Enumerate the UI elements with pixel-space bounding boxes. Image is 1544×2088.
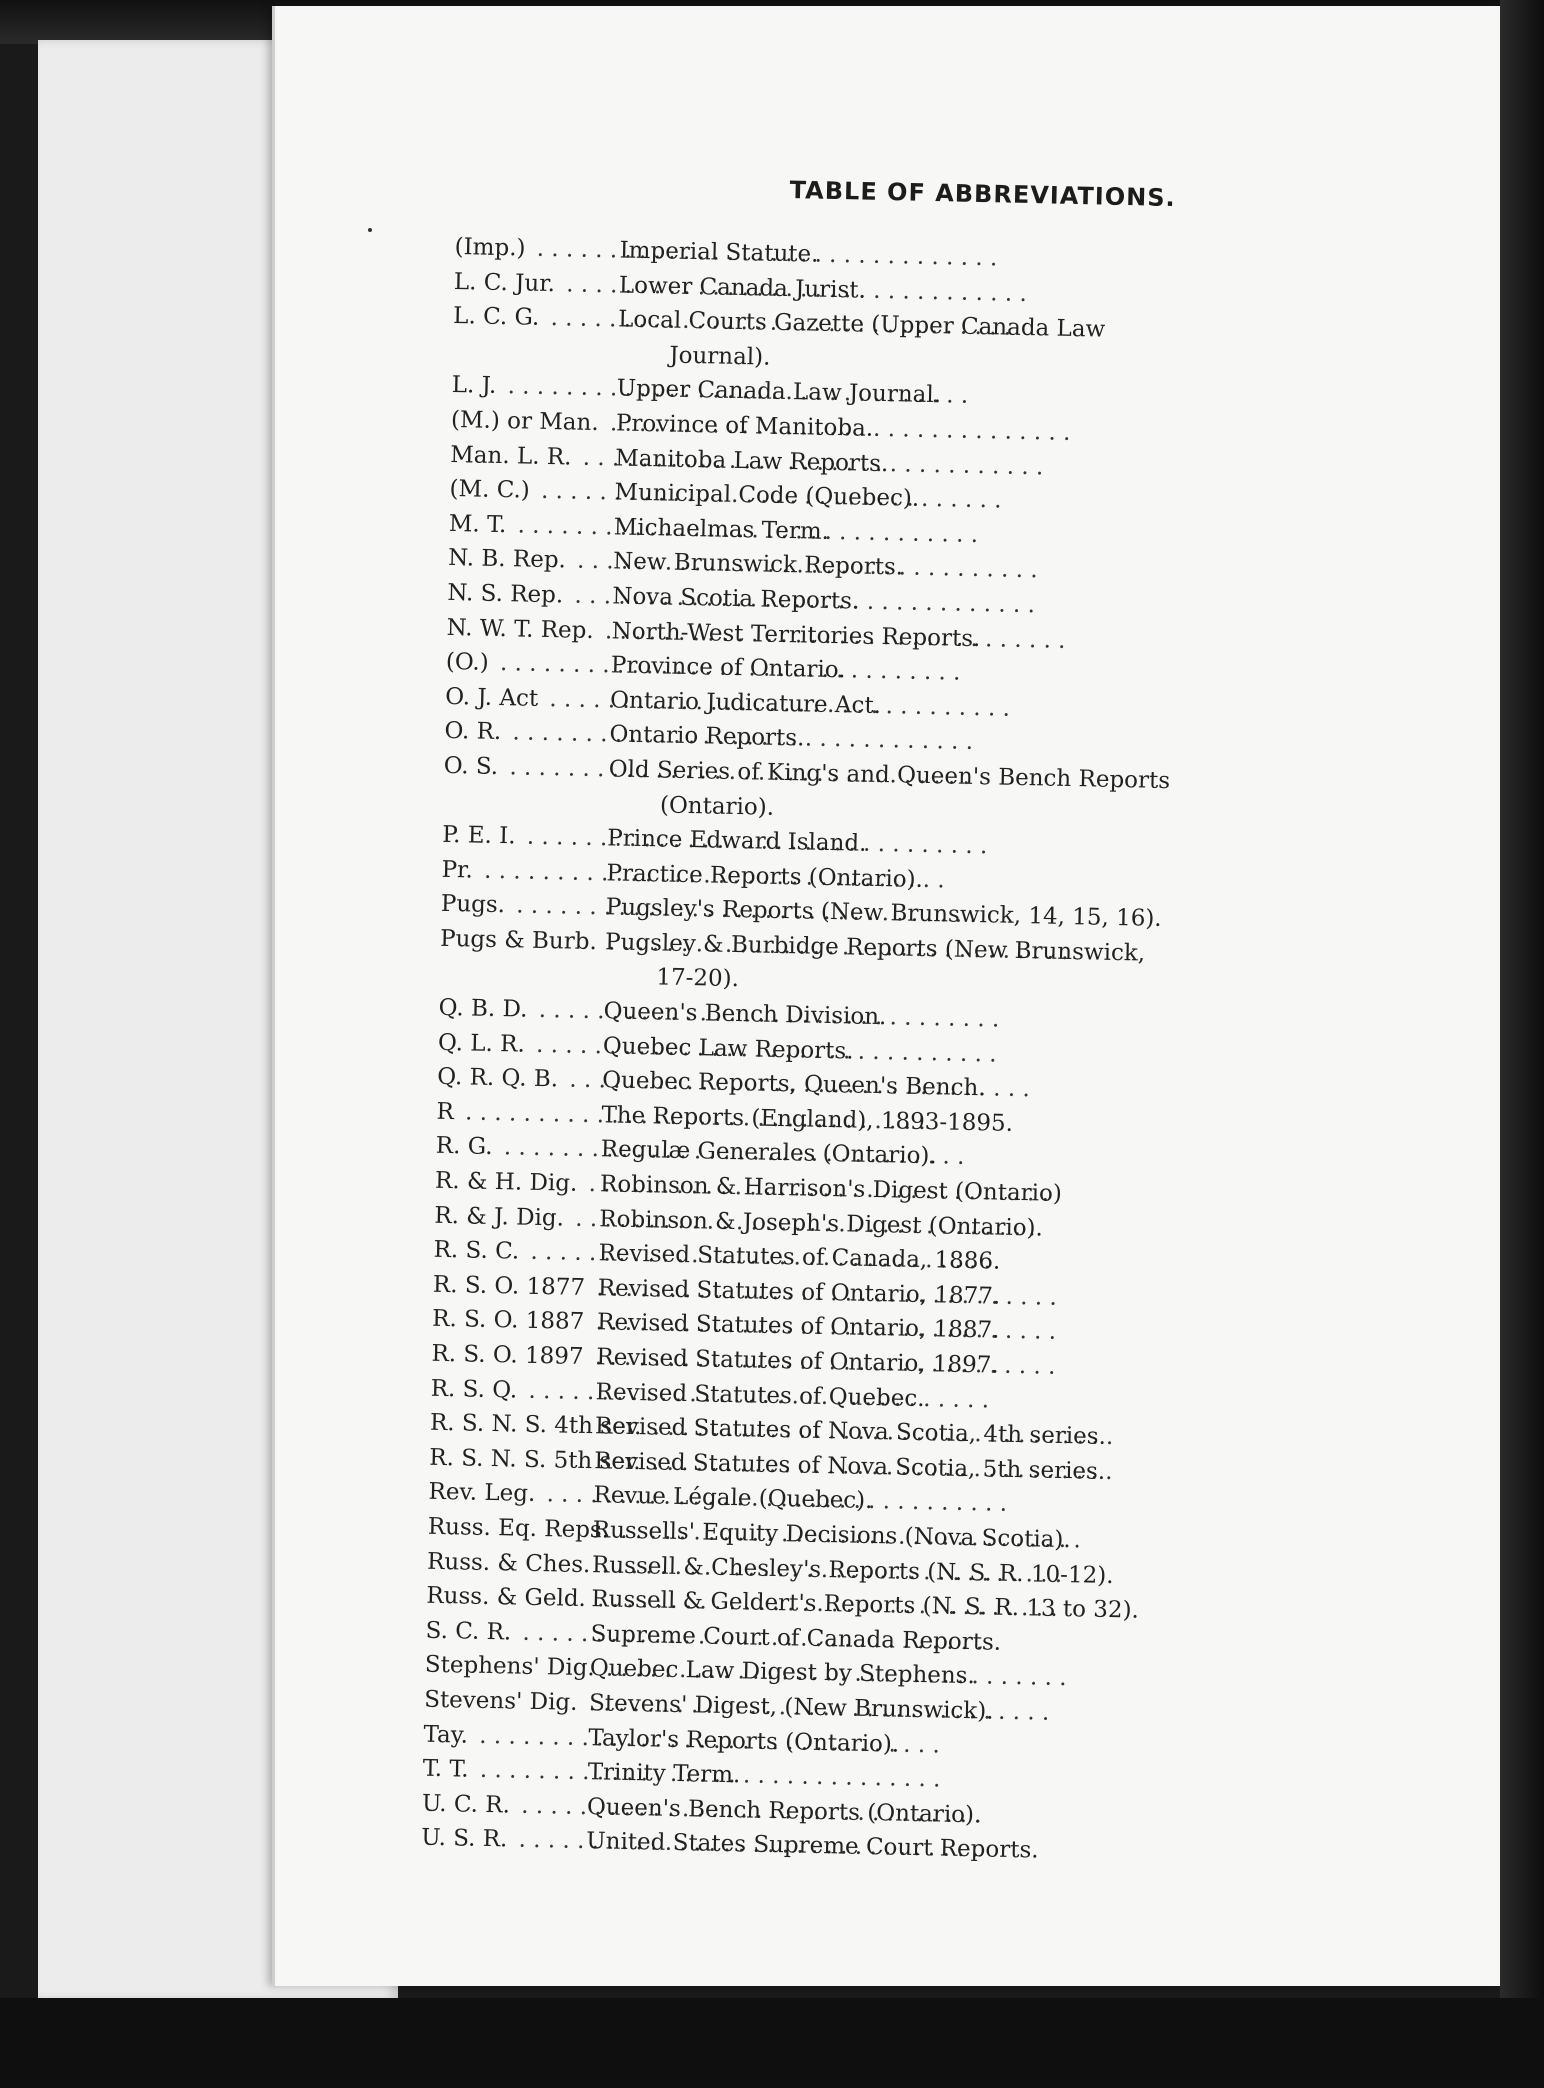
page-title: TABLE OF ABBREVIATIONS. [789,176,1176,213]
abbreviation-term-text: Russ. & Ches. [427,1548,595,1577]
abbreviation-term-text: P. E. I. [442,822,520,850]
scan-bottom-edge [0,1998,1544,2088]
abbreviation-meaning-text: Russell & Chesley's Reports (N. S. R. 10-12). [591,1551,1114,1589]
abbreviation-meaning-text: United States Supreme Court Reports. [586,1828,1039,1864]
abbreviation-meaning-text: Robinson & Harrison's Digest (Ontario) [599,1171,1063,1207]
abbreviation-meaning-text: Russell & Geldert's Reports (N. S. R. 13 to 32). [591,1586,1140,1624]
abbreviation-term [426,1579,592,1617]
abbreviation-term [434,1198,600,1236]
abbreviation-meaning-text: Regulæ Generales (Ontario). [600,1136,938,1170]
abbreviation-meaning-text: Revised Statutes of Nova Scotia, 4th series. [594,1413,1107,1451]
abbreviation-meaning-text: Nova Scotia Reports. [612,583,860,615]
abbreviation-meaning-text: Revised Statutes of Nova Scotia, 5th series. [593,1447,1106,1485]
abbreviation-term-text: Stevens' Dig. [424,1687,582,1716]
abbreviation-term [454,230,620,268]
abbreviation-meaning-text: Imperial Statute. [619,237,819,268]
abbreviation-meaning-continuation: Journal). [669,342,771,371]
abbreviation-meaning-text: Revised Statutes of Ontario, 1887. [596,1309,1000,1345]
abbreviation-term [435,1129,601,1167]
abbreviation-term [445,680,611,718]
abbreviation-term [453,299,619,337]
abbreviation-term [442,818,608,856]
abbreviation-term-text: Rev. Leg. [428,1479,539,1507]
abbreviation-term-text: Russ. & Geld. [426,1583,590,1612]
abbreviation-term-text: N. S. Rep. [447,580,567,609]
abbreviation-term [429,1406,642,1444]
abbreviation-term-text: O. J. Act [445,684,542,712]
abbreviation-meaning-continuation: (Ontario). [659,791,775,821]
abbreviation-meaning-text: Quebec Law Reports. [602,1032,854,1065]
abbreviation-term [428,1475,594,1513]
abbreviation-term [450,438,616,476]
abbreviation-term-text: R. & J. Dig. [434,1202,568,1231]
abbreviation-meaning-text: Ontario Judicature Act. [609,687,882,719]
abbreviation-meaning-text: New Brunswick Reports. [612,548,904,581]
abbreviation-meaning-continuation: 17-20). [656,964,740,993]
abbreviation-term-text: R. & H. Dig. [435,1168,582,1197]
abbreviation-term-text: Pugs. [441,891,510,918]
abbreviation-term [433,1233,599,1271]
abbreviation-term [422,1786,588,1824]
abbreviation-meaning-text: Michaelmas Term. [613,514,830,545]
abbreviation-term-text: (Imp.) [454,234,529,262]
abbreviation-term-text: Russ. Eq. Reps. [428,1514,614,1544]
abbreviation-term-text: (O.) [446,649,493,676]
scan-right-edge [1500,0,1544,2088]
abbreviation-term [427,1510,610,1548]
abbreviation-term [424,1648,596,1686]
abbreviation-meaning-text: Trinity Term. [587,1759,741,1789]
abbreviation-term-text: Stephens' Dig. [425,1652,599,1682]
abbreviation-list [421,230,1435,1876]
abbreviation-meaning-text: Ontario Reports. [609,721,805,752]
abbreviation-term [424,1683,590,1721]
abbreviation-term [438,991,604,1029]
abbreviation-term [427,1544,593,1582]
abbreviation-term [435,1164,601,1202]
abbreviation-term-text: N. B. Rep. [448,545,570,574]
abbreviation-term [447,576,613,614]
abbreviation-term-text: S. C. R. [425,1617,515,1645]
abbreviation-term-text: Tay. [423,1721,472,1748]
abbreviation-meaning-text: Municipal Code (Quebec). [614,479,920,512]
abbreviation-term-text: (M.) or Man. [451,407,603,436]
abbreviation-term [432,1302,598,1340]
abbreviation-meaning-text: Revised Statutes of Ontario, 1877. [597,1275,1001,1310]
abbreviation-meaning-text: Upper Canada Law Journal. [616,375,942,409]
abbreviation-meaning-text: Queen's Bench Reports (Ontario). [586,1793,982,1829]
abbreviation-term-text: R [436,1099,458,1125]
abbreviation-term-text: U. C. R. [422,1790,514,1818]
abbreviation-meaning-text: Local Courts Gazette (Upper Canada Law [617,306,1106,343]
abbreviation-meaning-text: Prince Edward Island. [607,825,867,857]
abbreviation-meaning-text: Quebec Law Digest by Stephens. [589,1655,976,1690]
abbreviation-term [446,645,612,683]
abbreviation-term-text: R. S. Q. [430,1375,521,1403]
abbreviation-meaning-text: Robinson & Joseph's Digest (Ontario). [599,1205,1044,1242]
abbreviation-term [437,1060,603,1098]
abbreviation-term [446,610,612,648]
abbreviation-term-text: L. C. G. [453,303,544,331]
abbreviation-meaning-text: North-West Territories Reports. [611,617,981,652]
abbreviation-term [433,1268,599,1306]
abbreviation-term [431,1337,597,1375]
abbreviation-meaning-text: Pugsley's Reports (New Brunswick, 14, 15, 16). [605,894,1162,933]
abbreviation-term-text: R. S. N. S. 4th ser. [430,1410,646,1441]
abbreviation-term [421,1821,587,1859]
abbreviation-term [430,1371,596,1409]
abbreviation-term-text: (M. C.) [449,476,534,504]
abbreviation-meaning-text: Lower Canada Jurist. [618,272,867,304]
abbreviation-meaning-text: Quebec Reports, Queen's Bench. [601,1067,986,1102]
abbreviation-term [448,541,614,579]
abbreviation-term-text: Q. B. D. [438,995,531,1023]
abbreviation-term [441,853,607,891]
abbreviation-term-text: R. S. O. 1897 [431,1341,588,1370]
abbreviation-term [429,1441,642,1479]
abbreviation-meaning-text: Province of Manitoba. [615,410,874,442]
abbreviation-meaning-text: Province of Ontario. [610,652,846,684]
abbreviation-term [438,1025,604,1063]
abbreviation-term [454,265,620,303]
abbreviation-term-text: R. S. C. [433,1237,523,1265]
abbreviation-meaning-text: Supreme Court of Canada Reports. [590,1620,1002,1656]
abbreviation-term-text: R. S. O. 1887 [432,1306,589,1335]
abbreviation-meaning-text: Manitoba Law Reports. [614,444,889,477]
abbreviation-meaning-text: The Reports (England), 1893-1895. [601,1102,1014,1137]
scan-speck [368,228,372,232]
abbreviation-term-text: T. T. [422,1756,472,1783]
abbreviation-term-text: Man. L. R. [450,442,576,471]
abbreviation-term-text: Pr. [441,857,477,884]
abbreviation-term [436,1095,602,1133]
abbreviation-term-text: O. R. [444,718,505,745]
abbreviation-meaning-text: Old Series of King's and Queen's Bench Reports [608,756,1171,794]
abbreviation-meaning-text: Stevens' Digest, (New Brunswick). [588,1690,994,1725]
abbreviation-term [425,1613,591,1651]
abbreviation-meaning-text: Revised Statutes of Canada, 1886. [598,1240,1001,1275]
abbreviation-term-text: Pugs & Burb. [440,926,601,955]
abbreviation-term [444,714,610,752]
abbreviation-term-text: Q. L. R. [438,1029,529,1057]
abbreviation-term-text: Q. R. Q. B. [437,1064,562,1093]
abbreviation-term [451,403,617,441]
abbreviation-term [441,887,607,925]
abbreviation-meaning-text: Practice Reports (Ontario). [606,860,924,893]
abbreviation-meaning-text: Revised Statutes of Quebec. [595,1378,925,1412]
abbreviation-term-text: R. S. N. S. 5th ser. [429,1445,645,1476]
abbreviation-term-text: N. W. T. Rep. [446,614,598,643]
abbreviation-term [440,922,606,960]
abbreviation-term-text: U. S. R. [421,1825,512,1853]
abbreviation-term-text: R. G. [436,1133,497,1160]
abbreviation-term [451,368,617,406]
abbreviation-term [449,472,615,510]
abbreviation-meaning-text: Revised Statutes of Ontario, 1897. [596,1344,1000,1379]
abbreviation-term-text: R. S. O. 1877 [433,1272,590,1301]
abbreviation-term [448,507,614,545]
abbreviation-meaning-text: Revue Légale (Quebec). [593,1482,873,1515]
abbreviation-meaning-text: Queen's Bench Division. [603,998,887,1031]
abbreviation-term [443,749,609,787]
abbreviation-term-text: O. S. [444,753,503,780]
abbreviation-meaning-text: Pugsley & Burbidge Reports (New Brunswick, [604,929,1146,967]
abbreviation-meaning-text: Taylor's Reports (Ontario). [588,1724,900,1758]
abbreviation-term-text: M. T. [449,511,511,538]
abbreviation-term [422,1752,588,1790]
abbreviation-term-text: L. J. [451,372,500,399]
abbreviation-meaning-text: Russells' Equity Decisions (Nova Scotia). [592,1517,1071,1554]
abbreviation-term-text: L. C. Jur. [454,269,560,297]
abbreviation-term [423,1717,589,1755]
